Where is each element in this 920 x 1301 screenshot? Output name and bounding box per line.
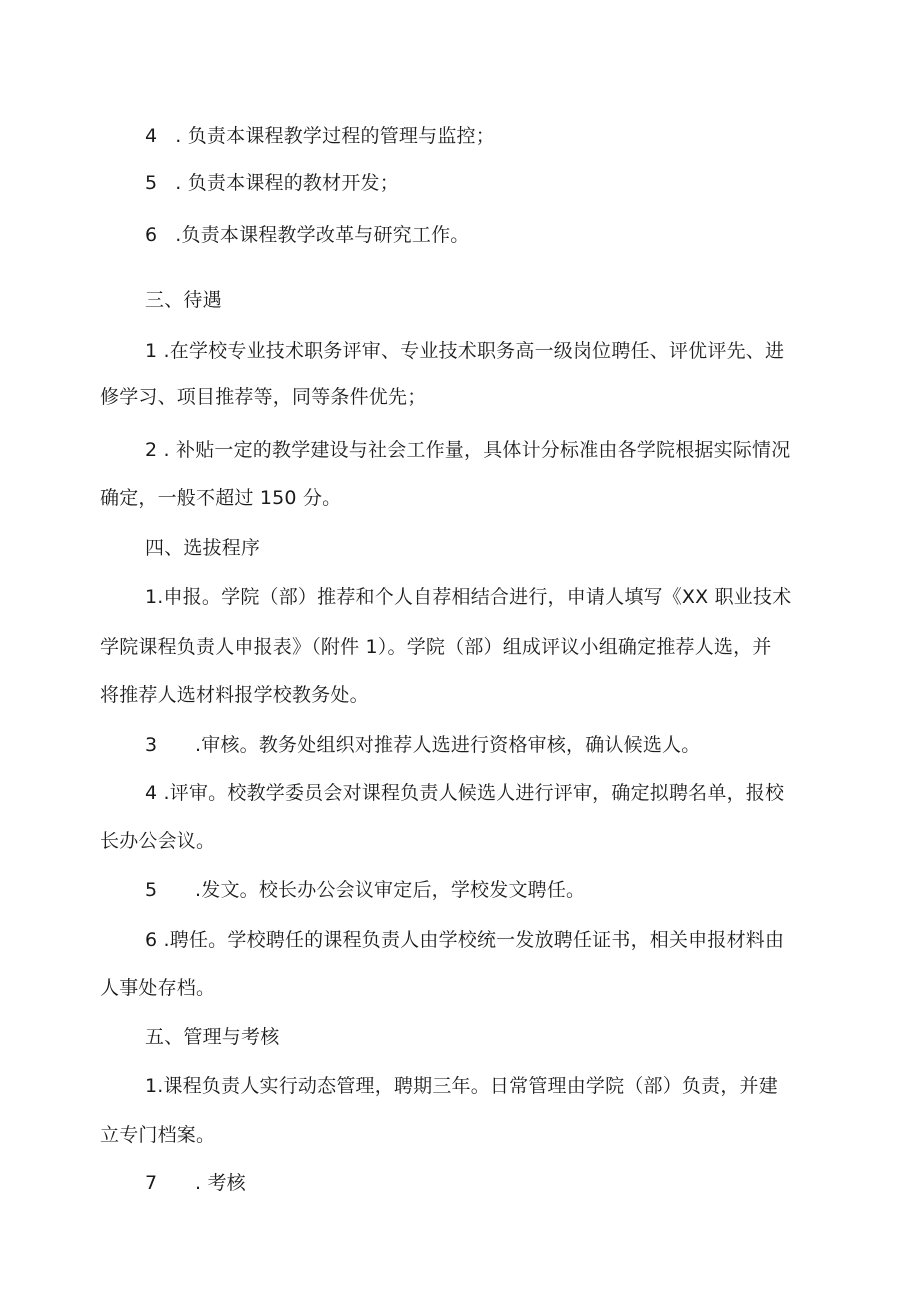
section-3-item-1-line-1: 1 .在学校专业技术职务评审、专业技术职务高一级岗位聘任、评优评先、进 xyxy=(145,340,785,362)
duty-item-5-number: 5 xyxy=(145,172,158,194)
section-5-item-7 xyxy=(145,1170,246,1196)
duty-item-5 xyxy=(145,170,399,196)
section-4-item-5-text: .发文。校长办公会议审定后，学校发文聘任。 xyxy=(195,879,586,901)
section-4-item-4-line-1: 4 .评审。校教学委员会对课程负责人候选人进行评审，确定拟聘名单，报校 xyxy=(145,782,785,804)
section-5-item-1-line-2: 立专门档案。 xyxy=(100,1124,216,1146)
section-3-item-2-line-2: 确定，一般不超过 150 分。 xyxy=(100,487,342,509)
section-4-item-1-line-3: 将推荐人选材料报学校教务处。 xyxy=(100,684,369,706)
section-4-item-3-text: .审核。教务处组织对推荐人选进行资格审核，确认候选人。 xyxy=(195,734,701,756)
section-3-heading: 三、待遇 xyxy=(145,289,222,311)
section-3-item-2-line-1: 2 . 补贴一定的教学建设与社会工作量，具体计分标准由各学院根据实际情况 xyxy=(145,439,791,461)
section-4-item-6-line-2: 人事处存档。 xyxy=(100,977,216,999)
duty-item-4 xyxy=(145,123,495,149)
duty-item-5-text: . 负责本课程的教材开发； xyxy=(169,172,399,194)
section-3-item-1-line-2: 修学习、项目推荐等，同等条件优先； xyxy=(100,386,427,408)
section-4-item-3 xyxy=(145,732,700,758)
section-4-item-6-line-1: 6 .聘任。学校聘任的课程负责人由学校统一发放聘任证书，相关申报材料由 xyxy=(145,929,785,951)
section-4-item-3-number: 3 xyxy=(145,734,158,756)
section-4-heading: 四、选拔程序 xyxy=(145,537,261,559)
section-4-item-1-line-2: 学院课程负责人申报表》（附件 1）。学院（部）组成评议小组确定推荐人选，并 xyxy=(100,636,772,658)
duty-item-6-text: .负责本课程教学改革与研究工作。 xyxy=(169,224,470,246)
section-4-item-1-line-1: 1.申报。学院（部）推荐和个人自荐相结合进行，申请人填写《XX 职业技术 xyxy=(145,586,792,608)
section-4-item-5-number: 5 xyxy=(145,879,158,901)
duty-item-4-text: . 负责本课程教学过程的管理与监控； xyxy=(169,125,495,147)
section-4-item-4-line-2: 长办公会议。 xyxy=(100,830,216,852)
section-5-item-7-number: 7 xyxy=(145,1172,158,1194)
duty-item-4-number: 4 xyxy=(145,125,158,147)
section-5-item-7-text: . 考核 xyxy=(195,1172,246,1194)
section-5-item-1-line-1: 1.课程负责人实行动态管理，聘期三年。日常管理由学院（部）负责，并建 xyxy=(145,1075,778,1097)
section-4-item-5 xyxy=(145,877,585,903)
duty-item-6-number: 6 xyxy=(145,224,158,246)
section-5-heading: 五、管理与考核 xyxy=(145,1026,280,1048)
duty-item-6 xyxy=(145,222,469,248)
